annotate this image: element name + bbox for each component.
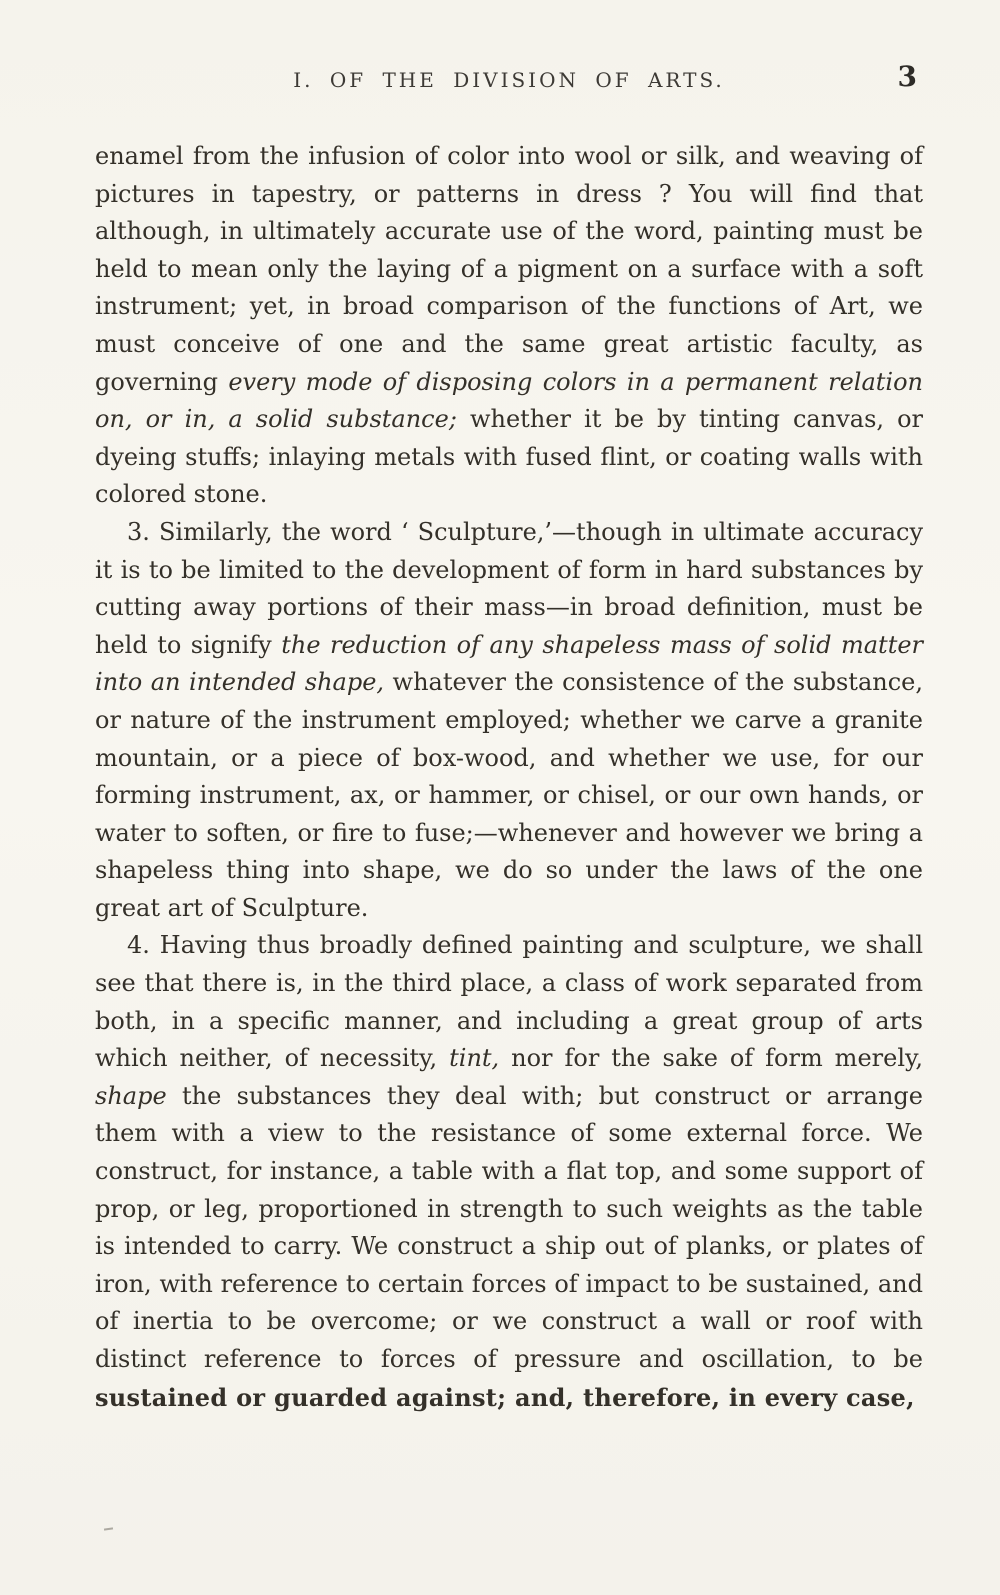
text-run-italic: tint, xyxy=(449,1044,500,1073)
text-run: enamel from the infusion of color into wool or silk, and weaving of pictures in tapestry, or patterns in dress ? You will find that although, in ultimately accurate use of the word, painting must be held to mean only the laying of a pigment on a surface with a soft instrument; yet, in broad comparison of the functions of Art, we must conceive of one and the same great artistic faculty, as governing xyxy=(95,142,923,396)
text-run: nor for the sake of form merely, xyxy=(499,1044,923,1073)
chapter-heading: I. OF THE DIVISION OF ARTS. xyxy=(293,68,725,92)
paragraph-4 xyxy=(95,927,923,1417)
text-run-italic: shape xyxy=(95,1081,167,1110)
text-run: 3. Similarly, the word ‘ Sculpture,’—though in ultimate accuracy it is to be limited to the development of form in hard substances by cutting away portions of their mass—in broad definition, must be held to signify xyxy=(95,517,923,659)
text-run: whatever the consistence of the substance, or nature of the instrument employed; whether we carve a granite mountain, or a piece of box-wood, and whether we use, for our forming instrument, ax, or hammer, or chisel, or our own hands, or water to soften, or fire to fuse;—whenever and however we bring a shapeless thing into shape, we do so under the laws of the one great art of Sculpture. xyxy=(95,668,923,922)
page-number: 3 xyxy=(897,60,917,93)
text-run-bold: sustained or guarded against; and, therefore, in every case, xyxy=(95,1382,915,1412)
paragraph-3 xyxy=(95,514,923,928)
page-content xyxy=(95,60,923,1417)
text-run: 4. Having thus broadly defined painting and sculpture, we shall see that there is, in the third place, a class of work separated from both, in a specific manner, and including a great group of arts which neither, of necessity, xyxy=(95,931,923,1073)
page-body xyxy=(95,138,923,1417)
text-run: the substances they deal with; but construct or arrange them with a view to the resistance of some external force. We construct, for instance, a table with a flat top, and some support of prop, or leg, proportioned in strength to such weights as the table is intended to carry. We construct a ship out of planks, or plates of iron, with reference to certain forces of impact to be sustained, and of inertia to be overcome; or we construct a wall or roof with distinct reference to forces of pressure and oscillation, to be xyxy=(95,1081,923,1373)
running-head xyxy=(95,60,923,100)
text-run: whether it be by tinting canvas, or dyeing stuffs; inlaying metals with fused flint, or coating walls with colored stone. xyxy=(95,405,923,509)
text-run-italic: the reduction of any shapeless mass of solid matter into an intended shape, xyxy=(95,630,924,697)
text-run-italic: every mode of disposing colors in a permanent relation on, or in, a solid substance; xyxy=(95,367,923,434)
paragraph-continuation xyxy=(95,138,923,514)
scan-artifact-mark xyxy=(104,1527,113,1530)
